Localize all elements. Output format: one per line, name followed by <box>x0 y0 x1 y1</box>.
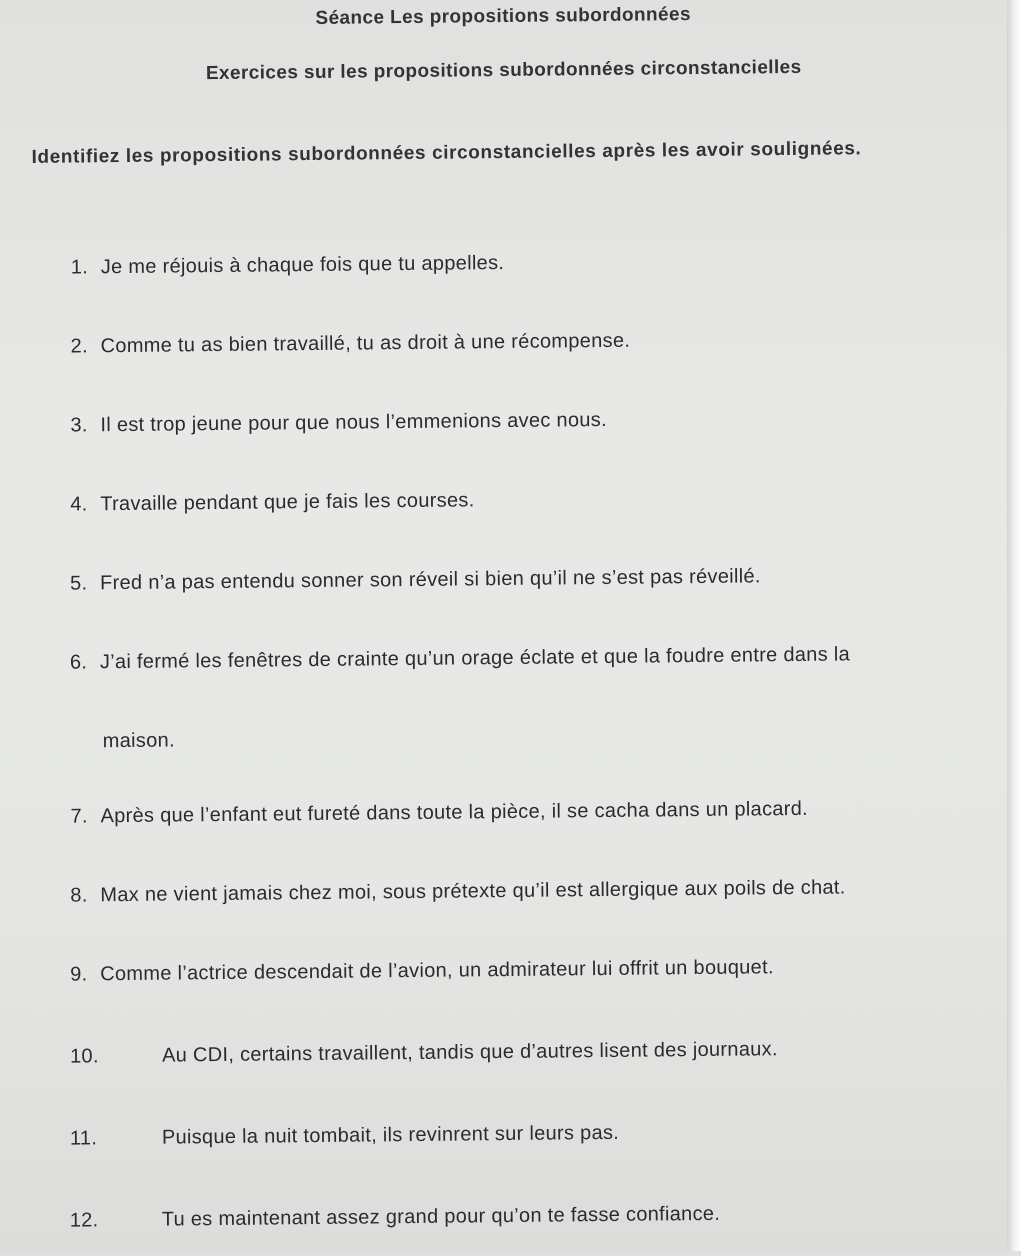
exercise-item-6 <box>70 643 850 674</box>
item-number: 1. <box>70 256 89 279</box>
item-sentence: Il est trop jeune pour que nous l’emmenions avec nous. <box>100 408 608 437</box>
exercise-item-3 <box>70 409 607 438</box>
item-sentence: Comme tu as bien travaillé, tu as droit à une récompense. <box>100 329 631 358</box>
item-sentence: Travaille pendant que je fais les courses. <box>100 489 475 516</box>
exercise-item-7 <box>70 798 808 829</box>
item-sentence: Puisque la nuit tombait, ils revinrent sur leurs pas. <box>161 1121 620 1149</box>
item-number: 11. <box>69 1127 98 1150</box>
item-sentence: Max ne vient jamais chez moi, sous prétexte qu’il est allergique aux poils de chat. <box>100 876 846 907</box>
exercise-item-5 <box>70 565 761 595</box>
session-title: Séance Les propositions subordonnées <box>315 4 692 29</box>
exercise-item-12 <box>70 1203 721 1233</box>
item-number: 10. <box>69 1045 99 1068</box>
item-number: 5. <box>69 572 88 595</box>
item-sentence: Fred n’a pas entendu sonner son réveil si bien qu’il ne s’est pas réveillé. <box>99 565 761 595</box>
item-sentence: Tu es maintenant assez grand pour qu’on te fasse confiance. <box>161 1202 721 1231</box>
item-number: 7. <box>70 805 88 828</box>
item-sentence: Je me réjouis à chaque fois que tu appelles. <box>100 252 505 279</box>
item-number: 3. <box>70 414 88 437</box>
item-sentence: Au CDI, certains travaillent, tandis que d’autres lisent des journaux. <box>161 1038 778 1067</box>
exercise-item-6-continuation: maison. <box>102 729 175 753</box>
item-number: 8. <box>70 884 88 907</box>
paper-edge <box>1007 0 1021 1251</box>
exercise-item-4 <box>70 489 474 516</box>
exercise-item-1 <box>71 252 505 280</box>
item-number: 9. <box>70 963 88 986</box>
item-number: 2. <box>70 335 89 358</box>
item-sentence: Comme l’actrice descendait de l’avion, un admirateur lui offrit un bouquet. <box>100 956 774 986</box>
item-sentence: Après que l’enfant eut fureté dans toute la pièce, il se cacha dans un placard. <box>100 797 809 828</box>
exercise-item-8 <box>70 876 845 907</box>
exercise-item-9 <box>70 956 774 986</box>
exercise-item-2 <box>70 330 630 359</box>
exercise-item-10 <box>70 1038 778 1068</box>
exercise-title: Exercices sur les propositions subordonnées circonstancielles <box>205 56 802 85</box>
item-number: 4. <box>70 493 88 516</box>
item-number: 6. <box>69 651 88 674</box>
instructions: Identifiez les propositions subordonnées circonstancielles après les avoir soulignées. <box>31 138 862 168</box>
item-number: 12. <box>69 1209 99 1232</box>
exercise-item-11 <box>70 1122 619 1151</box>
item-sentence: J’ai fermé les fenêtres de crainte qu’un orage éclate et que la foudre entre dans la <box>99 643 851 674</box>
